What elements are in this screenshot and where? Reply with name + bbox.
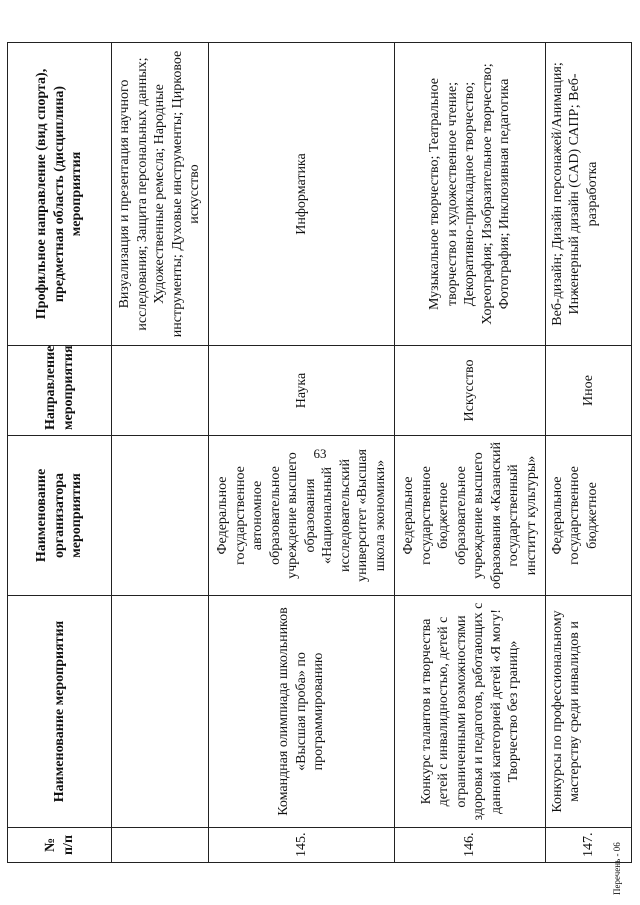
row-profile: Визуализация и презентация научного исследования; Защита персональных данных; Художественные ремесла; Народные инструменты; Духовые инструменты; Цирковое искусство [112,43,209,346]
table-row [112,43,209,863]
row-profile: Веб-дизайн; Дизайн персонажей/Анимация; Инженерный дизайн (CAD) САПР; Веб-разработка [545,43,631,346]
row-event: Конкурс талантов и творчества детей с инвалидностью, детей с ограниченными возможностями здоровья и педагогов, работающих с данной категорией детей «Я могу! Творчество без границ» [395,596,546,828]
row-profile: Информатика [208,43,394,346]
row-organizer: Федеральное государственное автономное образовательное учреждение высшего образования «Национальный исследовательский университет «Высшая школа экономики» [208,436,394,596]
row-event [112,596,209,828]
rotated-page-content [7,10,632,895]
row-num: 146. [395,828,546,863]
footer-label: Перечень - 06 [612,842,622,895]
table-row [208,43,394,863]
row-direction: Искусство [395,346,546,436]
row-direction: Наука [208,346,394,436]
row-event: Командная олимпиада школьников «Высшая проба» по программированию [208,596,394,828]
header-direction: Направление мероприятия [8,346,112,436]
row-profile: Музыкальное творчество; Театральное творчество и художественное чтение; Декоративно-прикладное творчество; Хореография; Изобразительное творчество; Фотография; Инклюзивная педагогика [395,43,546,346]
row-num: 145. [208,828,394,863]
header-event: Наименование мероприятия [8,596,112,828]
header-organizer: Наименование организатора мероприятия [8,436,112,596]
row-event: Конкурсы по профессиональному мастерству среди инвалидов и [545,596,631,828]
row-num: 147. [545,828,631,863]
row-organizer: Федеральное государственное бюджетное образовательное учреждение высшего образования «Казанский государственный институт культуры» [395,436,546,596]
header-num: № п/п [8,828,112,863]
row-num [112,828,209,863]
row-direction: Иное [545,346,631,436]
page-number: 63 [313,446,327,461]
table-header-row [8,43,112,863]
row-organizer: Федеральное государственное бюджетное [545,436,631,596]
header-profile: Профильное направление (вид спорта), предметная область (дисциплина) мероприятия [8,43,112,346]
table-row [395,43,546,863]
row-organizer [112,436,209,596]
row-direction [112,346,209,436]
events-table [7,42,632,863]
table-row [545,43,631,863]
